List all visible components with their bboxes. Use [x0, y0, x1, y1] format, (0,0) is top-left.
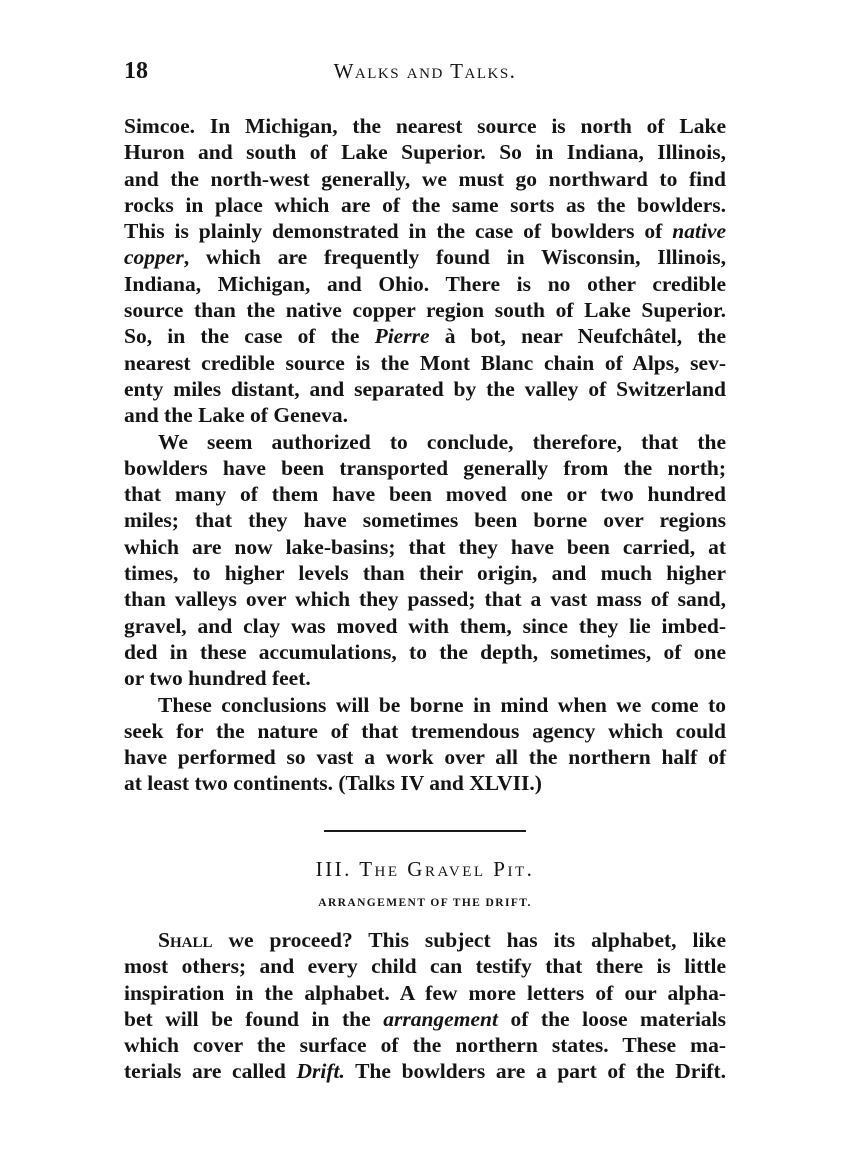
running-title: Walks and Talks. [333, 59, 517, 83]
text-line: ded in these accumulations, to the depth, sometimes, of one [124, 639, 726, 664]
text-line: rocks in place which are of the same sorts as the bowlders. [124, 192, 726, 217]
text-line: Huron and south of Lake Superior. So in Indiana, Illinois, [124, 140, 726, 165]
text-line: and the north-west generally, we must go northward to find [124, 166, 726, 191]
text-line: These conclusions will be borne in mind when we come to [158, 692, 726, 717]
text-segment: of the loose materials [497, 1006, 727, 1031]
text-segment: à bot, near Neufchâtel, the [429, 324, 726, 349]
text-line: bowlders have been transported generally from the north; [124, 455, 726, 480]
section-paragraph [124, 927, 726, 1085]
text-line: have performed so vast a work over all the northern half of [124, 745, 726, 770]
text-line: Indiana, Michigan, and Ohio. There is no other credible [124, 271, 726, 296]
text-line: miles; that they have sometimes been borne over regions [124, 508, 726, 533]
text-line: which cover the surface of the northern states. These ma- [124, 1033, 726, 1058]
text-segment: bet will be found in the [124, 1006, 371, 1031]
text-line: and the Lake of Geneva. [124, 403, 348, 428]
text-line [124, 927, 726, 953]
text-line [124, 323, 726, 349]
text-line: We seem authorized to conclude, therefore, that the [158, 429, 726, 454]
italic-word: Drift. [296, 1059, 345, 1084]
italic-word: copper [124, 245, 184, 270]
text-line: seek for the nature of that tremendous agency which could [124, 718, 726, 743]
text-line: inspiration in the alphabet. A few more letters of our alpha- [124, 980, 726, 1005]
text-line: enty miles distant, and separated by the valley of Switzerland [124, 376, 726, 401]
text-line: that many of them have been moved one or two hundred [124, 482, 726, 507]
text-line: source than the native copper region south of Lake Superior. [124, 298, 726, 323]
text-line: Simcoe. In Michigan, the nearest source is north of Lake [124, 114, 726, 138]
text-line: than valleys over which they passed; that a vast mass of sand, [124, 587, 726, 612]
section-divider [324, 830, 526, 832]
text-line: nearest credible source is the Mont Blanc chain of Alps, sev- [124, 350, 726, 375]
text-segment: we proceed? This subject has its alphabet, like [212, 928, 726, 952]
italic-word: arrangement [383, 1006, 498, 1031]
lead-word: Shall [158, 928, 213, 952]
section-subtitle: ARRANGEMENT OF THE DRIFT. [318, 897, 532, 909]
running-head [124, 58, 726, 92]
text-line: times, to higher levels than their origin, and much higher [124, 561, 726, 586]
italic-word: Pierre [374, 324, 430, 349]
text-segment: The bowlders are a part of the Drift. [344, 1059, 727, 1084]
text-line [124, 1058, 726, 1084]
italic-word: native [672, 219, 727, 244]
text-line [124, 244, 726, 270]
text-segment: So, in the case of the [124, 324, 360, 349]
page-number: 18 [124, 58, 148, 84]
text-line: gravel, and clay was moved with them, since they lie imbed- [124, 613, 726, 638]
continued-paragraph [124, 113, 726, 797]
text-line [124, 1006, 726, 1032]
text-segment: This is plainly demonstrated in the case of bowlders of [124, 219, 663, 244]
text-segment: terials are called [124, 1059, 286, 1084]
text-line: at least two continents. (Talks IV and XLVII.) [124, 771, 542, 796]
text-line: which are now lake-basins; that they have been carried, at [124, 534, 726, 559]
text-segment: , which are frequently found in Wisconsin, Illinois, [183, 245, 726, 270]
text-line: or two hundred feet. [124, 666, 311, 691]
text-line [124, 218, 726, 244]
section-title: III. The Gravel Pit. [315, 857, 535, 881]
text-line: most others; and every child can testify that there is little [124, 954, 726, 979]
